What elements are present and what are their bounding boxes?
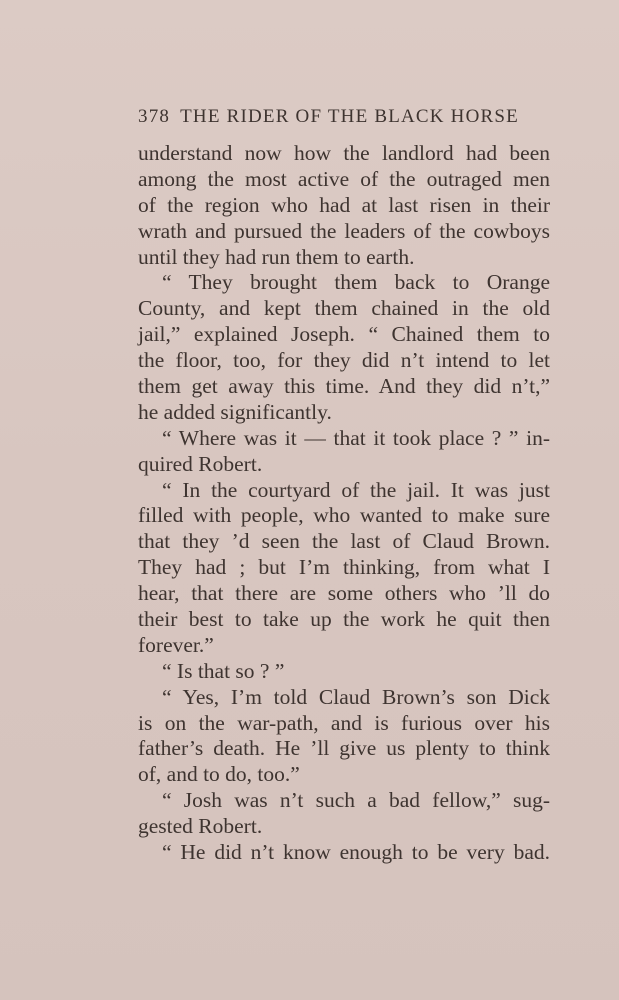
text-line: “ Where was it — that it took place ? ” in- <box>162 425 550 450</box>
text-line: wrath and pursued the leaders of the cowboys <box>138 218 550 243</box>
text-line: the floor, too, for they did n’t intend to let <box>138 348 550 373</box>
text-line: is on the war-path, and is furious over his <box>138 710 550 735</box>
text-line: of the region who had at last risen in their <box>138 192 550 217</box>
text-line: “ Yes, I’m told Claud Brown’s son Dick <box>162 684 550 709</box>
text-line: filled with people, who wanted to make sure <box>138 503 550 528</box>
text-line: They had ; but I’m thinking, from what I <box>138 555 550 580</box>
text-line: father’s death. He ’ll give us plenty to think <box>138 736 550 761</box>
text-line: hear, that there are some others who ’ll do <box>138 581 550 606</box>
text-line: quired Robert. <box>138 451 263 476</box>
text-line: understand now how the landlord had been <box>138 141 550 165</box>
text-line: “ He did n’t know enough to be very bad. <box>162 840 550 865</box>
body-text <box>138 141 550 866</box>
text-line: “ They brought them back to Orange <box>162 270 550 295</box>
text-line: he added significantly. <box>138 399 332 424</box>
text-line: them get away this time. And they did n’t,” <box>138 374 550 399</box>
text-line: of, and to do, too.” <box>138 762 300 787</box>
text-line: County, and kept them chained in the old <box>138 296 550 321</box>
text-line: “ Is that so ? ” <box>162 658 285 683</box>
text-line: that they ’d seen the last of Claud Brown. <box>138 529 550 554</box>
text-line: forever.” <box>138 632 214 657</box>
text-line: jail,” explained Joseph. “ Chained them to <box>138 322 550 347</box>
text-line: “ In the courtyard of the jail. It was just <box>162 477 550 502</box>
text-line: among the most active of the outraged men <box>138 166 550 191</box>
text-line: until they had run them to earth. <box>138 244 415 269</box>
text-line: “ Josh was n’t such a bad fellow,” sug- <box>162 788 550 813</box>
text-line: their best to take up the work he quit then <box>138 607 550 632</box>
running-title: THE RIDER OF THE BLACK HORSE <box>180 106 519 127</box>
text-line: gested Robert. <box>138 814 263 839</box>
page-header <box>138 106 550 128</box>
page-number: 378 <box>138 106 171 127</box>
